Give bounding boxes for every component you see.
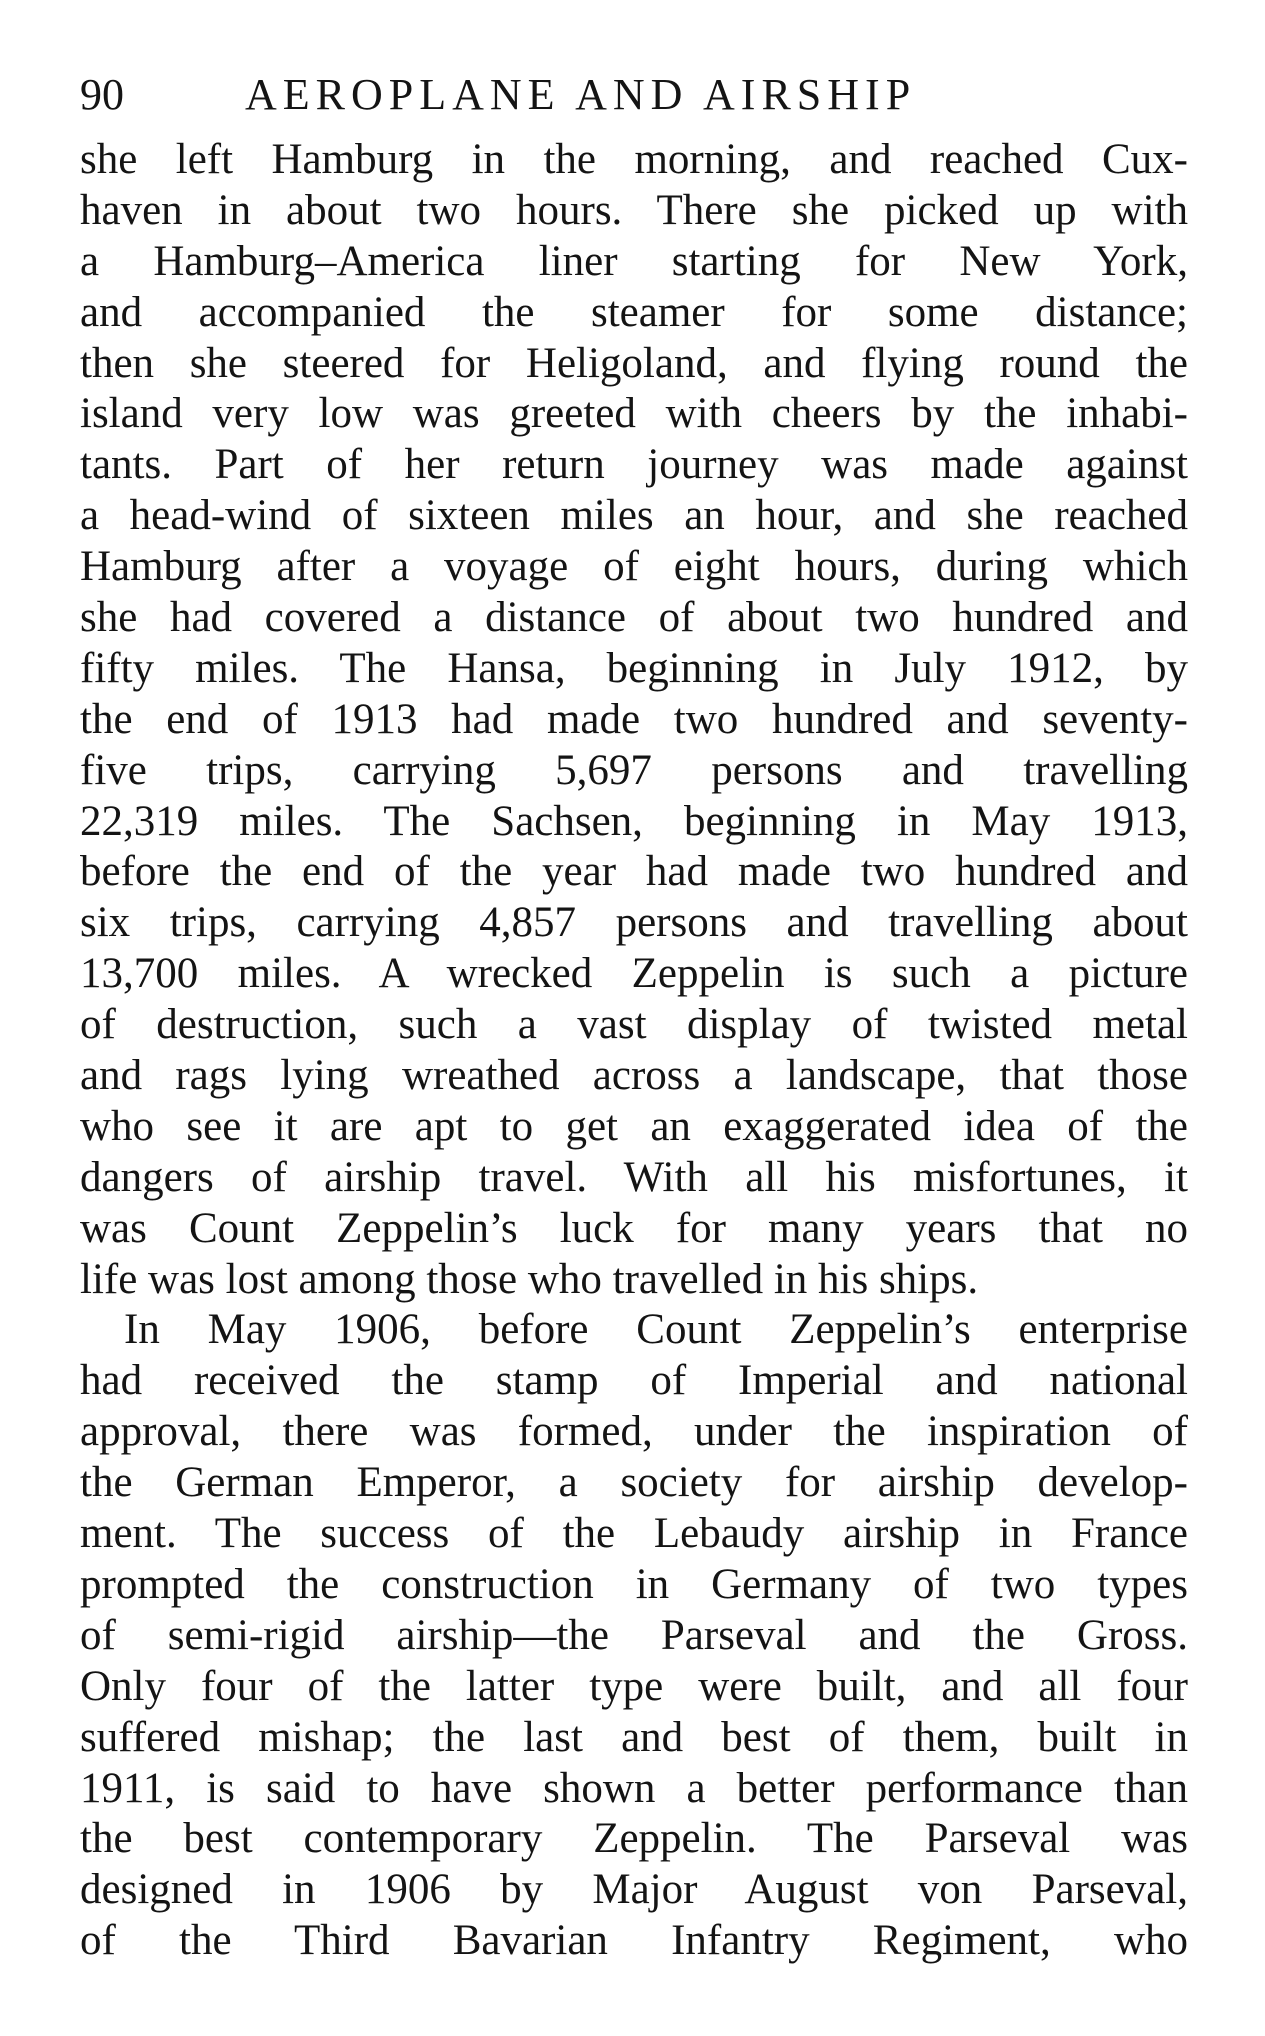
text-line: she had covered a distance of about two hundred and bbox=[80, 594, 1188, 642]
text-line: 1911, is said to have shown a better performance than bbox=[80, 1764, 1188, 1812]
text-line: island very low was greeted with cheers by the inhabi- bbox=[80, 390, 1188, 438]
text-line: prompted the construction in Germany of two types bbox=[80, 1560, 1188, 1608]
running-head bbox=[80, 60, 1080, 130]
text-line: 22,319 miles. The Sachsen, beginning in May 1913, bbox=[80, 797, 1188, 845]
page-number: 90 bbox=[80, 70, 124, 119]
text-line: Hamburg after a voyage of eight hours, during which bbox=[80, 543, 1188, 591]
text-line: approval, there was formed, under the inspiration of bbox=[80, 1408, 1188, 1456]
body-text bbox=[80, 135, 1188, 1967]
text-line: a head-wind of sixteen miles an hour, and she reached bbox=[80, 492, 1188, 540]
text-line: the end of 1913 had made two hundred and seventy- bbox=[80, 695, 1188, 743]
text-line: who see it are apt to get an exaggerated idea of the bbox=[80, 1102, 1188, 1150]
text-line: haven in about two hours. There she picked up with bbox=[80, 186, 1188, 234]
text-line: before the end of the year had made two hundred and bbox=[80, 848, 1188, 896]
text-line: fifty miles. The Hansa, beginning in July 1912, by bbox=[80, 644, 1188, 692]
text-line: of destruction, such a vast display of twisted metal bbox=[80, 1001, 1188, 1049]
text-line: the German Emperor, a society for airship develop- bbox=[80, 1459, 1188, 1507]
text-line: Only four of the latter type were built, and all four bbox=[80, 1662, 1188, 1710]
text-line: and accompanied the steamer for some distance; bbox=[80, 288, 1188, 336]
text-line: ment. The success of the Lebaudy airship in France bbox=[80, 1510, 1188, 1558]
text-line: the best contemporary Zeppelin. The Parseval was bbox=[80, 1815, 1188, 1863]
text-line: 13,700 miles. A wrecked Zeppelin is such a picture bbox=[80, 950, 1188, 998]
text-line: In May 1906, before Count Zeppelin’s enterprise bbox=[124, 1306, 1188, 1354]
text-line: had received the stamp of Imperial and national bbox=[80, 1357, 1188, 1405]
text-line: was Count Zeppelin’s luck for many years that no bbox=[80, 1204, 1188, 1252]
text-line: of the Third Bavarian Infantry Regiment, who bbox=[80, 1917, 1188, 1965]
text-line: six trips, carrying 4,857 persons and travelling about bbox=[80, 899, 1188, 947]
text-line: a Hamburg–America liner starting for New York, bbox=[80, 237, 1188, 285]
running-title: AEROPLANE AND AIRSHIP bbox=[245, 70, 917, 119]
text-line: life was lost among those who travelled in his ships. bbox=[80, 1255, 979, 1303]
text-line: dangers of airship travel. With all his misfortunes, it bbox=[80, 1153, 1188, 1201]
text-line: of semi-rigid airship—the Parseval and the Gross. bbox=[80, 1611, 1188, 1659]
text-line: designed in 1906 by Major August von Parseval, bbox=[80, 1866, 1188, 1914]
text-line: she left Hamburg in the morning, and reached Cux- bbox=[80, 136, 1188, 183]
text-line: and rags lying wreathed across a landscape, that those bbox=[80, 1052, 1188, 1100]
text-line: tants. Part of her return journey was made against bbox=[80, 441, 1188, 489]
text-line: five trips, carrying 5,697 persons and travelling bbox=[80, 746, 1188, 794]
text-line: then she steered for Heligoland, and flying round the bbox=[80, 339, 1188, 387]
paragraph-1 bbox=[80, 135, 1188, 1305]
paragraph-2 bbox=[80, 1305, 1188, 1967]
text-line: suffered mishap; the last and best of them, built in bbox=[80, 1713, 1188, 1761]
